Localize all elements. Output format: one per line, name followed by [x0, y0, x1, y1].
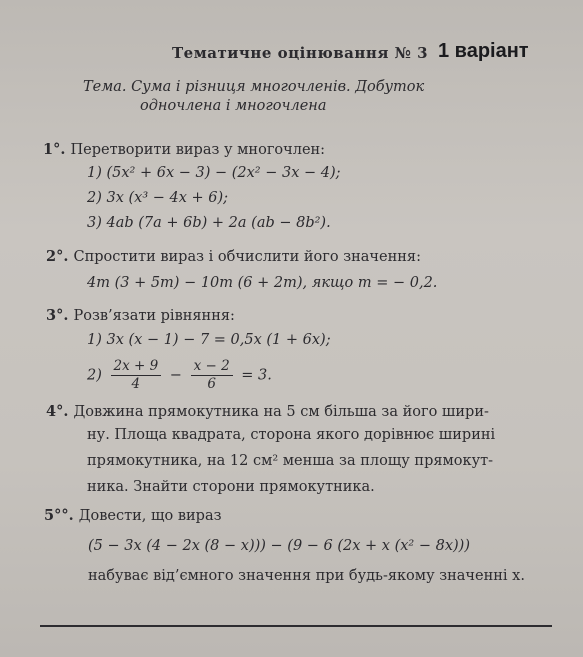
task-5-expression: (5 − 3x (4 − 2x (8 − x))) − (9 − 6 (2x + x (x² − 8x))): [88, 538, 470, 554]
task-3-number: 3°.: [46, 307, 69, 324]
topic-line-1: Тема. Сума і різниця многочленів. Добуток: [83, 79, 425, 95]
task-4-line-3: прямокутника, на 12 см² менша за площу прямокут-: [87, 453, 494, 469]
task-3-equation-2: [87, 358, 272, 393]
task-1-number: 1°.: [43, 141, 66, 158]
task-4-text-1: Довжина прямокутника на 5 см більша за його шири-: [73, 404, 489, 420]
task-2: [46, 246, 421, 265]
task-4-line-4: ника. Знайти сторони прямокутника.: [87, 479, 375, 495]
variant-label: 1 варіант: [438, 40, 529, 62]
fraction-2-denominator: 6: [207, 376, 216, 392]
task-3-eq2-rhs: = 3.: [241, 367, 272, 384]
task-5-number: 5°°.: [44, 507, 74, 524]
fraction-2: [191, 358, 233, 393]
task-2-number: 2°.: [46, 248, 69, 265]
bottom-rule: [40, 625, 552, 627]
task-1-item-1: 1) (5x² + 6x − 3) − (2x² − 3x − 4);: [87, 165, 341, 181]
task-1-item-3: 3) 4ab (7a + 6b) + 2a (ab − 8b²).: [87, 215, 331, 231]
worksheet-title: Тематичне оцінювання № 3: [172, 44, 429, 62]
task-5: [44, 505, 222, 524]
task-3-eq2-prefix: 2): [87, 367, 102, 384]
task-4-line-1: [46, 401, 489, 420]
fraction-1: [111, 358, 162, 393]
fraction-1-numerator: 2x + 9: [111, 358, 162, 376]
task-3-text: Розв’язати рівняння:: [73, 308, 235, 324]
task-1-item-2: 2) 3x (x³ − 4x + 6);: [87, 190, 229, 206]
fraction-2-numerator: x − 2: [191, 358, 233, 376]
task-5-text: Довести, що вираз: [78, 508, 222, 524]
task-3-eq2-minus: −: [169, 367, 182, 384]
task-3-equation-1: 1) 3x (x − 1) − 7 = 0,5x (1 + 6x);: [87, 332, 331, 348]
task-2-expression: 4m (3 + 5m) − 10m (6 + 2m), якщо m = − 0,2.: [87, 275, 438, 291]
task-2-text: Спростити вираз і обчислити його значення:: [73, 249, 421, 265]
task-5-conclusion: набуває від’ємного значення при будь-якому значенні x.: [88, 568, 525, 584]
task-4-line-2: ну. Площа квадрата, сторона якого дорівнює ширині: [87, 427, 496, 443]
task-1: [43, 139, 325, 158]
task-1-text: Перетворити вираз у многочлен:: [70, 142, 326, 158]
fraction-1-denominator: 4: [131, 376, 141, 392]
task-4-number: 4°.: [46, 403, 69, 420]
task-3: [46, 305, 235, 324]
topic-line-2: одночлена і многочлена: [140, 98, 327, 114]
